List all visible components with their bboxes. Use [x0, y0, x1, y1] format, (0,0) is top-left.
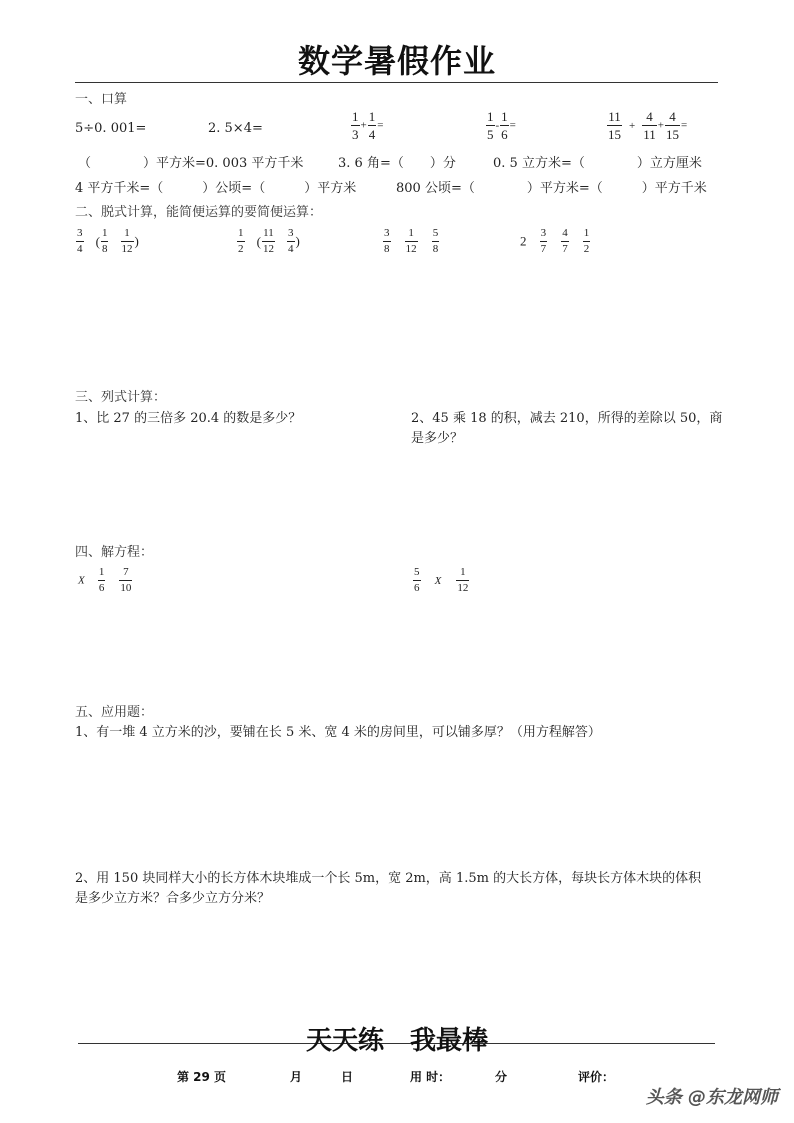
conversion-item-4: 4 平方千米=（ ）公顷=（ ）平方米 — [75, 181, 357, 196]
oral-item-3: $\frac{1}{3}$ + $\frac{1}{4}$ = — [352, 109, 384, 142]
footer-day: 日 — [341, 1070, 354, 1084]
fraction: $\frac{1}{4}$ — [368, 109, 376, 142]
fraction: $\frac{4}{15}$ — [665, 109, 679, 142]
fraction: $\frac{1}{5}$ — [487, 109, 494, 142]
footer-rating-label: 评价： — [578, 1070, 615, 1084]
section3-heading: 三、列式计算： — [75, 390, 167, 405]
fraction: $\frac{4}{11}$ — [643, 109, 656, 142]
calc-problem-3: $\frac{3}{8}$ $\frac{1}{12}$ $\frac{5}{8}$ — [384, 227, 439, 255]
list-calc-question-2-line1: 2、45 乘 18 的积，减去 210，所得的差除以 50，商 — [411, 411, 723, 426]
slogan-part-a: 天天练 — [305, 1026, 384, 1056]
equation-1: X $\frac{1}{6}$ $\frac{7}{10}$ — [78, 566, 132, 594]
footer-minutes: 分 — [495, 1070, 508, 1084]
oral-item-4: $\frac{1}{5}$ - $\frac{1}{6}$ = — [487, 109, 516, 142]
fraction: $\frac{11}{15}$ — [608, 109, 621, 142]
page-title: 数学暑假作业 — [297, 42, 496, 80]
watermark: 头条 @东龙网师 — [645, 1087, 778, 1108]
calc-problem-4: 2 $\frac{3}{7}$ $\frac{4}{7}$ $\frac{1}{2}$ — [520, 227, 590, 255]
calc-problem-2: $\frac{1}{2}$ ( $\frac{11}{12}$ $\frac{3}{4}$ ) — [238, 227, 300, 255]
equation-2: $\frac{5}{6}$ X $\frac{1}{12}$ — [414, 566, 469, 594]
footer-time-label: 用 时： — [410, 1070, 451, 1084]
section1-heading: 一、口算 — [75, 92, 128, 107]
section4-heading: 四、解方程： — [75, 545, 154, 560]
footer-month: 月 — [290, 1070, 303, 1084]
conversion-item-1: （ ）平方米=0. 003 平方千米 — [78, 156, 304, 171]
list-calc-question-2-line2: 是多少？ — [411, 431, 464, 446]
fraction: $\frac{1}{3}$ — [352, 109, 359, 142]
oral-item-1: 5÷0. 001= — [75, 121, 147, 136]
fraction: $\frac{1}{6}$ — [501, 109, 508, 142]
list-calc-question-1: 1、比 27 的三倍多 20.4 的数是多少？ — [75, 411, 302, 426]
oral-item-2: 2. 5×4= — [208, 121, 263, 136]
section5-heading: 五、应用题： — [75, 705, 154, 720]
section2-heading: 二、脱式计算，能简便运算的要简便运算： — [75, 205, 323, 220]
conversion-item-3: 0. 5 立方米=（ ）立方厘米 — [493, 156, 702, 171]
conversion-item-5: 800 公顷=（ ）平方米=（ ）平方千米 — [396, 181, 707, 196]
conversion-item-2: 3. 6 角=（ ）分 — [338, 156, 456, 171]
slogan-part-b: 我最棒 — [410, 1026, 489, 1056]
word-problem-1: 1、有一堆 4 立方米的沙，要铺在长 5 米、宽 4 米的房间里，可以铺多厚？（用方程解答） — [75, 725, 601, 740]
word-problem-2-line2: 是多少立方米？合多少立方分米？ — [75, 891, 271, 906]
footer-page-number: 第 29 页 — [177, 1070, 227, 1084]
oral-item-5: $\frac{11}{15}$ + $\frac{4}{11}$ + $\frac{4}{15}$ = — [608, 109, 688, 142]
word-problem-2-line1: 2、用 150 块同样大小的长方体木块堆成一个长 5m，宽 2m，高 1.5m 的大长方体，每块长方体木块的体积 — [75, 871, 702, 886]
footer-slogan — [0, 1020, 794, 1057]
title-divider — [75, 82, 718, 83]
calc-problem-1: $\frac{3}{4}$ ( $\frac{1}{8}$ $\frac{1}{12}$ ) — [77, 227, 139, 255]
